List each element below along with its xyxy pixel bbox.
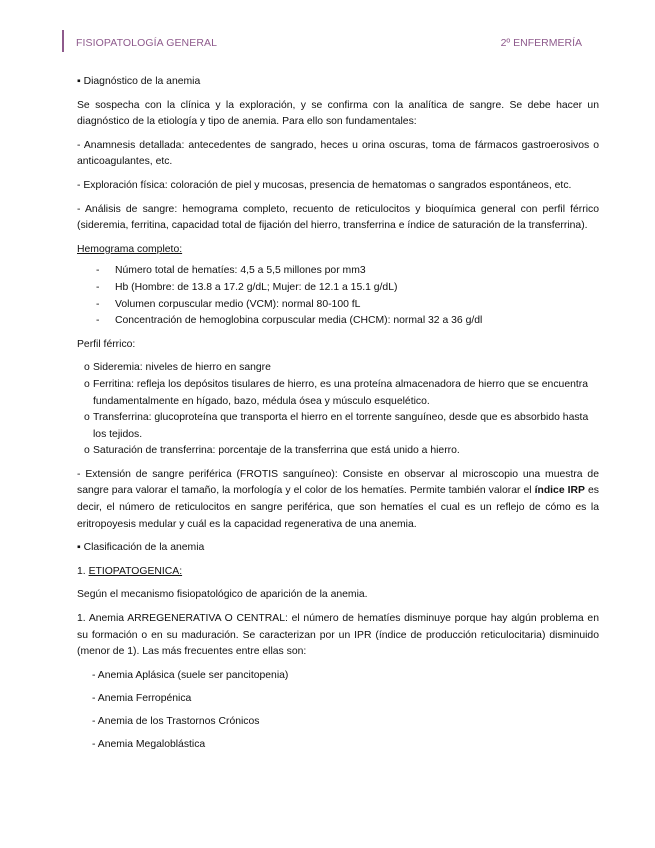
etiopatogenica-heading: 1. ETIOPATOGENICA: [77, 565, 183, 577]
circle-bullet-icon: o [84, 378, 90, 390]
page-header [62, 30, 582, 54]
list-item: - Número total de hematíes: 4,5 a 5,5 millones por mm3 [77, 263, 599, 280]
list-item: - Anemia Megaloblástica [92, 739, 206, 751]
circle-bullet-icon: o [84, 445, 90, 457]
header-subject: FISIOPATOLOGÍA GENERAL [76, 37, 218, 49]
header-accent-bar [62, 30, 64, 52]
hemograma-title: Hemograma completo: [77, 243, 183, 255]
arregenerativa-paragraph: 1. Anemia ARREGENERATIVA O CENTRAL: el número de hematíes disminuye porque hay algún problema en su formación o en su maduración. Se caracterizan por un IPR (índice de producción reticulocitaria) disminuido (menor de 1). Las más frecuentes entre ellas son: [77, 613, 599, 658]
document-body [77, 74, 599, 760]
list-item: - Volumen corpuscular medio (VCM): normal 80-100 fL [77, 297, 599, 314]
perfil-ferrico-title: Perfil férrico: [77, 338, 136, 350]
list-item: - Anemia Aplásica (suele ser pancitopenia) [92, 669, 289, 681]
list-item: - Anemia Ferropénica [92, 692, 192, 704]
header-course: 2º ENFERMERÍA [500, 37, 582, 49]
circle-bullet-icon: o [84, 362, 90, 374]
section-title-clasificacion: ▪ Clasificación de la anemia [77, 542, 205, 554]
list-item: o Saturación de transferrina: porcentaje de la transferrina que está unido a hierro. [77, 443, 599, 460]
anamnesis-paragraph: - Anamnesis detallada: antecedentes de sangrado, heces u orina oscuras, toma de fármacos gastroerosivos o anticoagulantes, etc. [77, 139, 599, 168]
irp-bold-term: índice IRP [534, 485, 585, 497]
etiopatogenica-intro: Según el mecanismo fisiopatológico de aparición de la anemia. [77, 589, 368, 601]
section-title-diagnostico: ▪ Diagnóstico de la anemia [77, 76, 201, 87]
exploracion-paragraph: - Exploración física: coloración de piel y mucosas, presencia de hematomas o sangrados espontáneos, etc. [77, 179, 572, 191]
perfil-ferrico-list [77, 360, 599, 460]
circle-bullet-icon: o [84, 412, 90, 424]
list-item: - Hb (Hombre: de 13.8 a 17.2 g/dL; Mujer: de 12.1 a 15.1 g/dL) [77, 280, 599, 297]
list-item: o Ferritina: refleja los depósitos tisulares de hierro, es una proteína almacenadora de hierro que se encuentra fundamentalmente en hígado, bazo, médula ósea y músculo esquelético. [84, 378, 588, 407]
analisis-paragraph: - Análisis de sangre: hemograma completo, recuento de reticulocitos y bioquímica general con perfil férrico (sideremia, ferritina, capacidad total de fijación del hierro, transferrina e índice de saturación de la transferrina). [77, 203, 599, 232]
diagnostico-intro: Se sospecha con la clínica y la exploración, y se confirma con la analítica de sangre. Se debe hacer un diagnóstico de la etiología y tipo de anemia. Para ello son fundamentales: [77, 99, 599, 128]
list-item: o Transferrina: glucoproteína que transporta el hierro en el torrente sanguíneo, desde que es absorbido hasta los tejidos. [84, 412, 589, 440]
extension-paragraph: - Extensión de sangre periférica (FROTIS sanguíneo): Consiste en observar al microscopio una muestra de sangre para valorar el tamaño, la morfología y el color de los hematíes. Permite también valorar el índice IRP es decir, el número de reticulocitos en sangre periférica, que son hematíes el cual es un reflejo de cómo es la eritropoyesis medular y cuál es la capacidad regenerativa de una anemia. [77, 468, 599, 530]
list-item: - Anemia de los Trastornos Crónicos [92, 716, 260, 727]
hemograma-list [77, 263, 599, 329]
list-item: - Concentración de hemoglobina corpuscular media (CHCM): normal 32 a 36 g/dl [77, 313, 599, 330]
anemias-list [77, 668, 599, 754]
list-item: o Sideremia: niveles de hierro en sangre [77, 360, 599, 377]
